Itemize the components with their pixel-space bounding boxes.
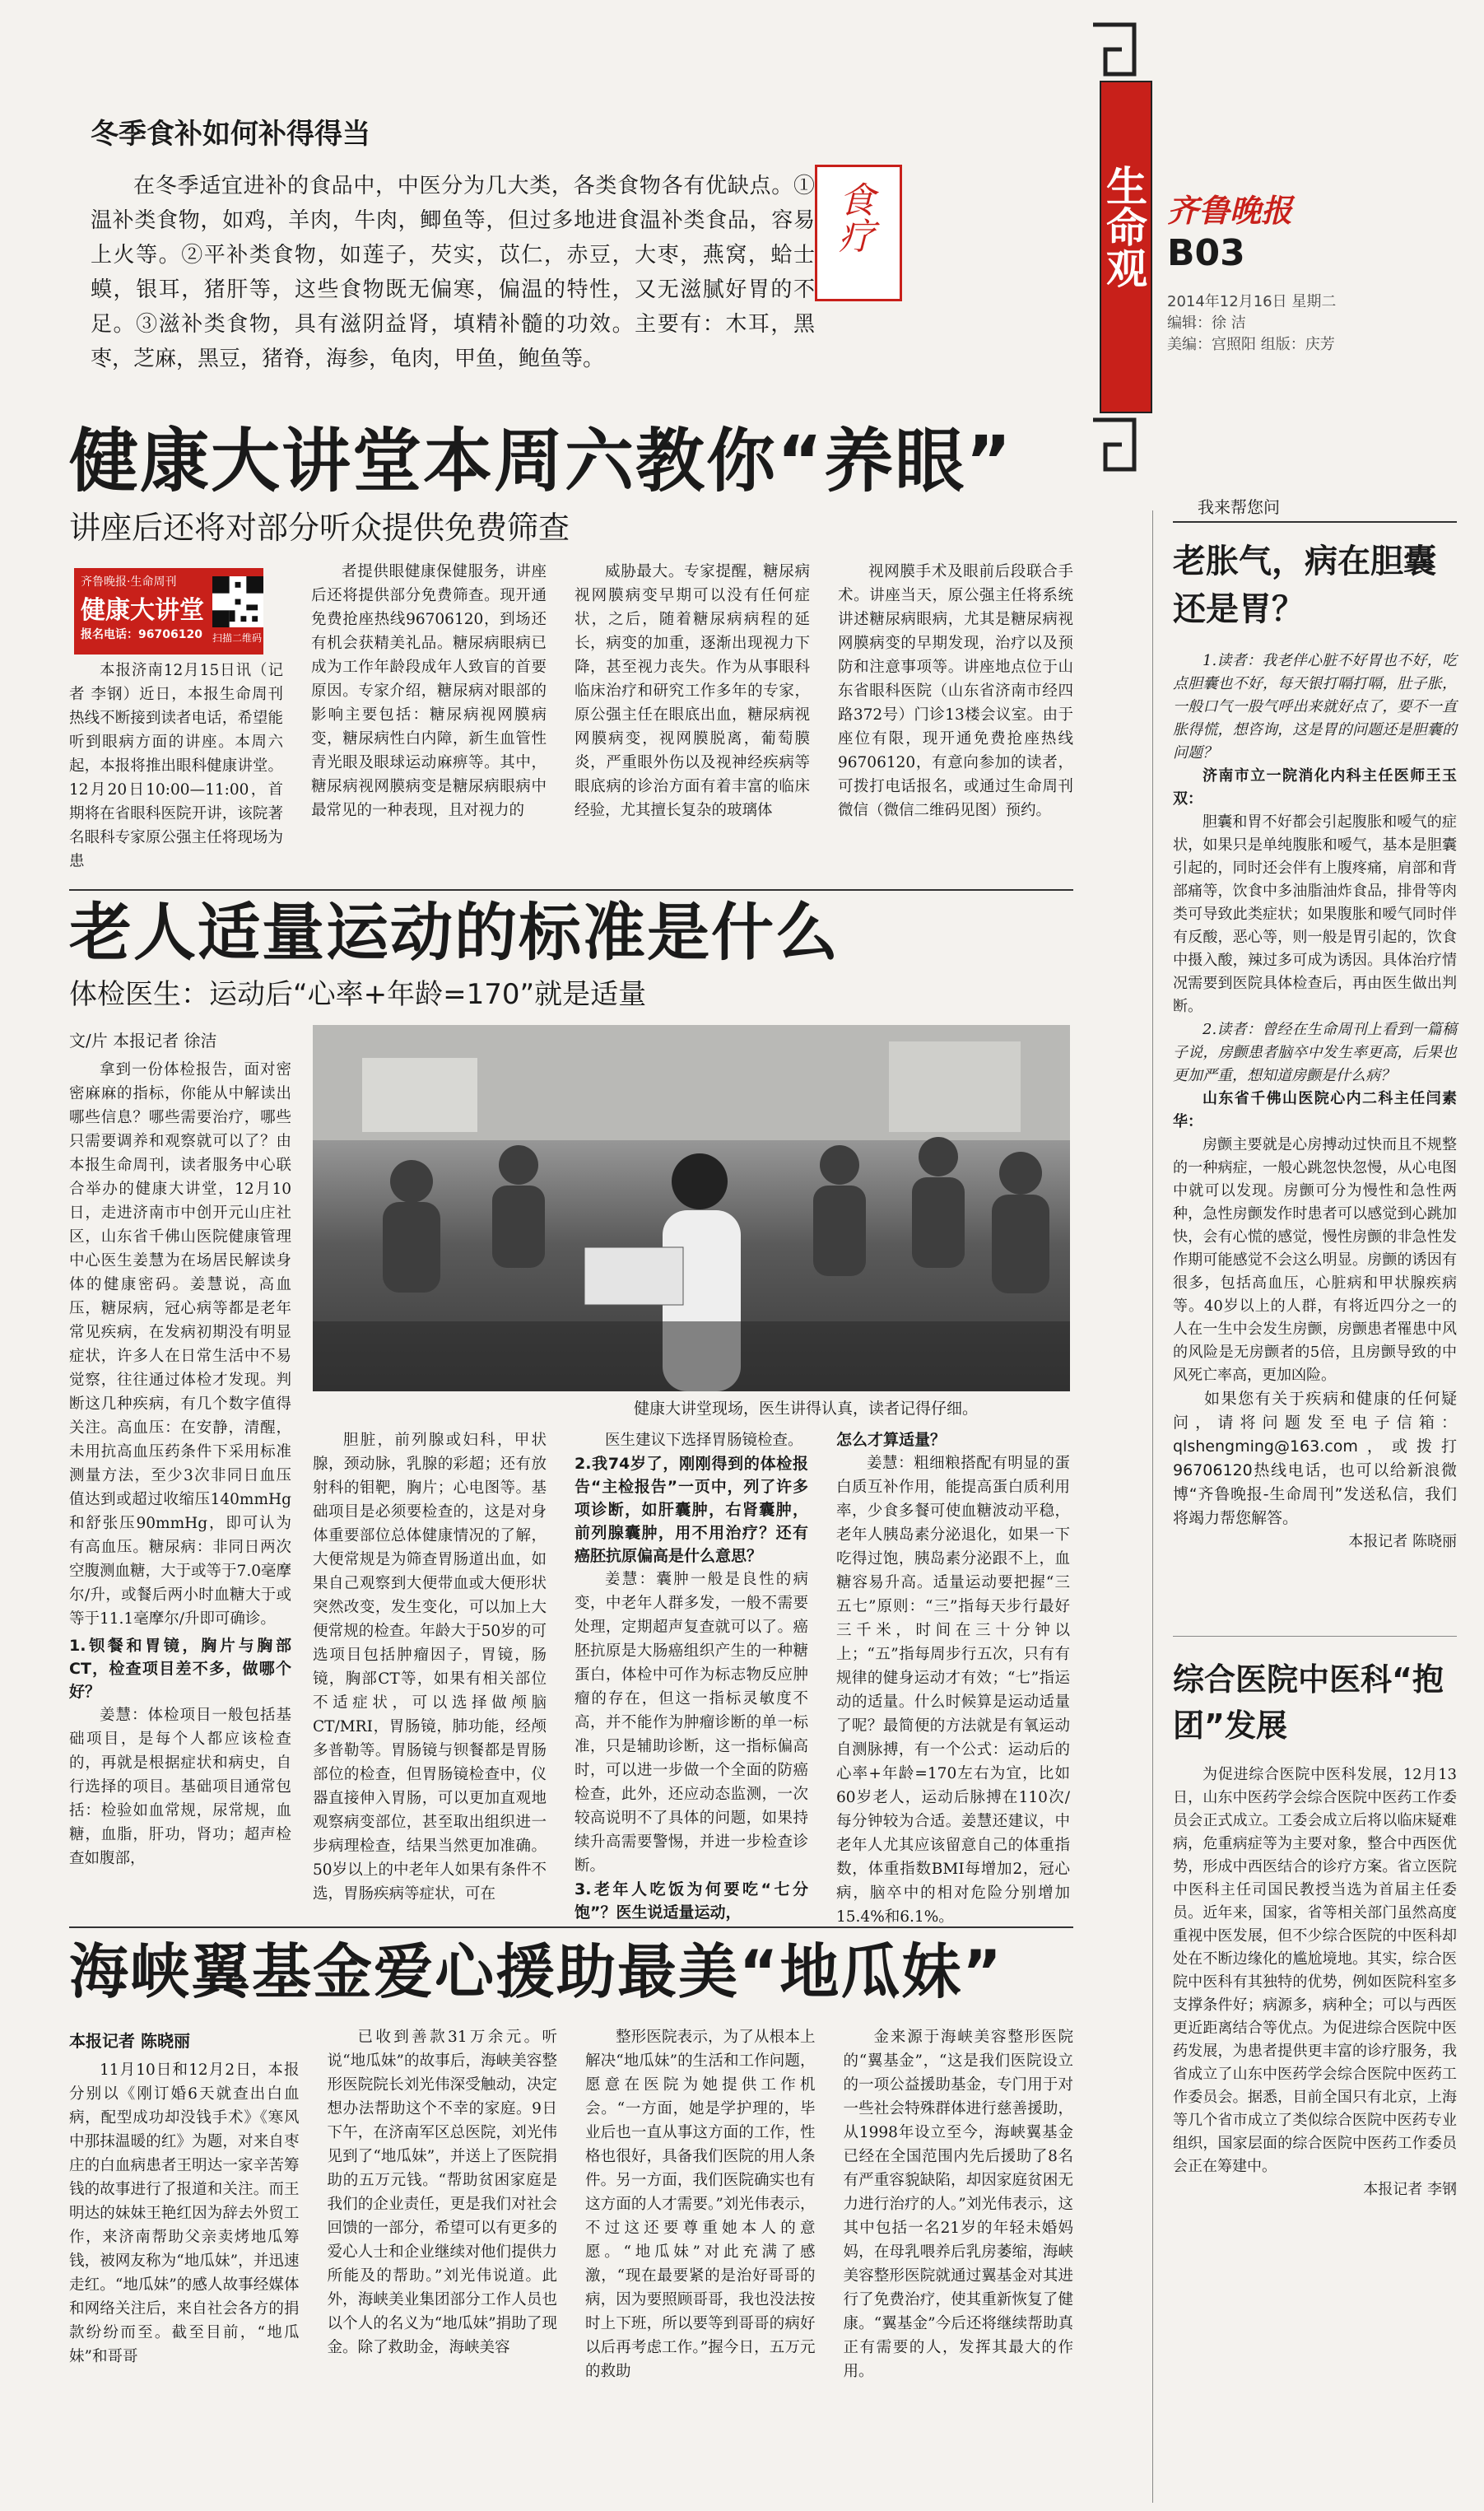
sidebar-a1-who: 济南市立一院消化内科主任医师王玉双： [1173, 767, 1457, 808]
editor-credit: 编辑：徐 洁 [1167, 314, 1246, 332]
article1-col2 [311, 560, 547, 881]
sidebar-question-title: 老胀气，病在胆囊还是胃？ [1173, 543, 1436, 628]
newspaper-name: 齐鲁晚报 [1167, 192, 1293, 229]
article1-title: 健康大讲堂本周六教你“养眼” [69, 421, 1013, 501]
logo-line1: 齐鲁晚报·生命周刊 [81, 575, 177, 589]
column-divider [1152, 510, 1153, 2503]
article2-col2 [313, 1428, 547, 1914]
article2-col3-text: 医生建议下选择胃肠镜检查。 [605, 1432, 803, 1449]
article2-q2: 2.我74岁了，刚刚得到的体检报告“主检报告”一页中，列了许多项诊断，如肝囊肿，右肾囊肿，前列腺囊肿，用不用治疗？还有癌胚抗原偏高是什么意思？ [575, 1455, 808, 1565]
article3-col4-text: 金来源于海峡美容整形医院的“翼基金”，“这是我们医院设立的一项公益援助基金，专门用于对一些社会特殊群体进行慈善援助，从1998年设立至今，海峡翼基金已经在全国范围内先后援助了8名有严重容貌缺陷，却因家庭贫困无力进行治疗的人。”刘光伟表示，这其中包括一名21岁的年轻未婚妈妈，在母乳喂养后乳房萎缩，海峡美容整形医院就通过翼基金对其进行了免费治疗，使其重新恢复了健康。“翼基金”今后还将继续帮助真正有需要的人，发挥其最大的作用。 [843, 2029, 1073, 2380]
sidebar-body [1173, 650, 1457, 1621]
article2-q3-cont: 怎么才算适量？ [836, 1431, 947, 1449]
page-number: B03 [1167, 232, 1245, 274]
article3-col3 [585, 2025, 816, 2495]
issue-date: 2014年12月16日 星期二 [1167, 293, 1337, 310]
sidebar-news-title: 综合医院中医科“抱团”发展 [1173, 1661, 1444, 1744]
article2-title: 老人适量运动的标准是什么 [69, 896, 840, 969]
sidebar-a2-who: 山东省千佛山医院心内二科主任闫素华： [1173, 1090, 1457, 1130]
article2-a2: 姜慧：囊肿一般是良性的病变，中老年人群多发，一般不需要处理，定期超声复查就可以了。癌胚抗原是大肠癌组织产生的一种糖蛋白，体检中可作为标志物反应肿瘤的存在，但这一指标灵敏度不高，并不能作为肿瘤诊断的单一标准，只是辅助诊断，这一指标偏高时，可以进一步做一个全面的防癌检查，此外，还应动态监测，一次较高说明不了具体的问题，如果持续升高需要警惕，并进一步检查诊断。 [575, 1571, 808, 1875]
sidebar-divider [1173, 1636, 1457, 1637]
photo-caption: 健康大讲堂现场，医生讲得认真，读者记得仔细。 [634, 1400, 979, 1418]
article1-col4-text: 视网膜手术及眼前后段联合手术。讲座当天，原公强主任将系统讲述糖尿病眼病，尤其是糖尿病视网膜病变的早期发现，治疗以及预防和注意事项等。讲座地点位于山东省眼科医院（山东省济南市经四路372号）门诊13楼会议室。由于座位有限，现开通免费抢座热线96706120，有意向参加的读者，可拨打电话报名，或通过生命周刊微信（微信二维码见图）预约。 [838, 563, 1073, 819]
section-title: 生命观 [1100, 165, 1147, 288]
logo-line2: 健康大讲堂 [81, 596, 204, 625]
designer-credit: 美编：宫照阳 组版：庆芳 [1167, 336, 1335, 353]
article2-a1: 姜慧：体检项目一般包括基础项目，是每个人都应该检查的，再就是根据症状和病史，自行选择的项目。基础项目通常包括：检验如血常规，尿常规，血糖，血脂，肝功，肾功；超声检查如腹部， [69, 1707, 291, 1867]
article1-col4 [838, 560, 1073, 881]
article3-col4 [844, 2025, 1074, 2495]
photo-illustration-icon [313, 1025, 1070, 1391]
sidebar-a2: 房颤主要就是心房搏动过快而且不规整的一种病症，一般心跳忽快忽慢，从心电图中就可以发现。房颤可分为慢性和急性两种，急性房颤发作时患者可以感觉到心跳加快，会有心慌的感觉，慢性房颤的非急性发作期可能感觉不会这么明显。房颤的诱因有很多，包括高血压，心脏病和甲状腺疾病等。40岁以上的人群，有将近四分之一的人在一生中会发生房颤，房颤患者罹患中风的风险是无房颤者的5倍，且房颤导致的中风死亡率高，更加凶险。 [1173, 1136, 1457, 1384]
article1-col1-text: 本报济南12月15日讯（记者 李钢）近日，本报生命周刊热线不断接到读者电话，希望能听到眼病方面的讲座。本周六起，本报将推出眼科健康讲堂。12月20日10:00—11:00，首期将在省眼科医院开讲，该院著名眼科专家原公强主任将现场为患 [69, 662, 283, 870]
sidebar [1173, 494, 1457, 2503]
article3-title: 海峡翼基金爱心援助最美“地瓜妹” [69, 1937, 1003, 2006]
article1-col3 [575, 560, 810, 881]
article2-col1-text: 拿到一份体检报告，面对密密麻麻的指标，你能从中解读出哪些信息？哪些需要治疗，哪些只需要调养和观察就可以了？由本报生命周刊，读者服务中心联合举办的健康大讲堂，12月10日，走进济南市中创开元山庄社区，山东省千佛山医院健康管理中心医生姜慧为在场居民解读身体的健康密码。姜慧说，高血压，糖尿病，冠心病等都是老年常见疾病，在发病初期没有明显症状，许多人在日常生活中不易觉察，往往通过体检才发现。判断这几种疾病，有几个数字值得关注。高血压：在安静，清醒，未用抗高血压药条件下采用标准测量方法，至少3次非同日血压值达到或超过收缩压140mmHg和舒张压90mmHg，即可认为有高血压。糖尿病：非同日两次空腹测血糖，大于或等于7.0毫摩尔/升，或餐后两小时血糖大于或等于11.1毫摩尔/升即可确诊。 [69, 1061, 291, 1628]
sidebar-q2: 2.读者：曾经在生命周刊上看到一篇稿子说，房颤患者脑卒中发生率更高，后果也更加严重，想知道房颤是什么病？ [1173, 1021, 1457, 1084]
sidebar-contact: 如果您有关于疾病和健康的任何疑问，请将问题发至电子信箱：qlshengming@163.com，或拨打96706120热线电话，也可以给新浪微博“齐鲁晚报-生命周刊”发送私信，我们将竭力帮您解答。 [1173, 1390, 1457, 1527]
sidebar-news [1173, 1763, 1457, 2504]
food-column-body: 在冬季适宜进补的食品中，中医分为几大类，各类食物各有优缺点。①温补类食物，如鸡，羊肉，牛肉，鲫鱼等，但过多地进食温补类食品，容易上火等。②平补类食物，如莲子，芡实，苡仁，赤豆，大枣，燕窝，蛤士蟆，银耳，猪肝等，这些食物既无偏寒，偏温的特性，又无滋腻好胃的不足。③滋补类食物，具有滋阴益肾，填精补髓的功效。主要有：木耳，黑枣，芝麻，黑豆，猪脊，海参，龟肉，甲鱼，鲍鱼等。 [91, 174, 815, 371]
sidebar-news-reporter: 本报记者 李钢 [1363, 2181, 1457, 2198]
article3-byline: 本报记者 陈晓丽 [69, 2031, 190, 2051]
qr-caption: 扫描二维码 [212, 632, 263, 644]
article2-byline: 文/片 本报记者 徐洁 [69, 1031, 217, 1051]
divider-2 [69, 1926, 1073, 1928]
sidebar-q1: 1.读者：我老伴心脏不好胃也不好，吃点胆囊也不好，每天银打嗝打嗝，肚子胀，一般口气一股气呼出来就好点了，要不一直胀得慌，想咨询，这是胃的问题还是胆囊的问题？ [1173, 652, 1457, 762]
article3-col3-text: 整形医院表示，为了从根本上解决“地瓜妹”的生活和工作问题，愿意在医院为她提供工作机会。“一方面，她是学护理的，毕业后也一直从事这方面的工作，性格也很好，具备我们医院的用人条件。另一方面，我们医院确实也有这方面的人才需要。”刘光伟表示，不过这还要尊重她本人的意愿。“地瓜妹”对此充满了感激，“现在最要紧的是治好哥哥的病，因为要照顾哥哥，我也没法按时上下班，所以要等到哥哥的病好以后再考虑工作。”握今日，五万元的救助 [585, 2029, 816, 2380]
divider-1 [69, 889, 1073, 891]
logo-line3: 报名电话：96706120 [81, 628, 202, 641]
article2-col4-text: 姜慧：粗细粮搭配有明显的蛋白质互补作用，能提高蛋白质利用率，少食多餐可使血糖波动平稳，老年人胰岛素分泌退化，如果一下吃得过饱，胰岛素分泌跟不上，血糖容易升高。适量运动要把握“三五七”原则：“三”指每天步行最好三千米，时间在三十分钟以上；“五”指每周步行五次，只有有规律的健身运动才有效；“七”指运动的适量。什么时候算是运动适量了呢？最简便的方法就是有氧运动自测脉搏，有一个公式：运动后的心率+年龄=170左右为宜，比如60岁老人，运动后脉搏在110次/每分钟较为合适。姜慧还建议，中老年人尤其应该留意自己的体重指数，体重指数BMI每增加2，冠心病，脑卒中的相对危险分别增加15.4%和6.1%。 [836, 1455, 1070, 1926]
food-label: 食疗 [832, 181, 874, 254]
article3-col1-text: 11月10日和12月2日，本报分别以《刚订婚6天就查出白血病，配型成功却没钱手术》《寒风中那抹温暖的红》为题，对来自枣庄的白血病患者王明达一家辛苦筹钱的故事进行了报道和关注。而王明达的妹妹王艳红因为辞去外贸工作，来济南帮助父亲卖烤地瓜筹钱，被网友称为“地瓜妹”，并迅速走红。“地瓜妹”的感人故事经媒体和网络关注后，来自社会各方的捐款纷纷而至。截至目前，“地瓜妹”和哥哥 [69, 2061, 300, 2365]
sidebar-tag: 我来帮您问 [1173, 494, 1457, 523]
article2-q1: 1.钡餐和胃镜，胸片与胸部CT，检查项目差不多，做哪个好？ [69, 1637, 291, 1701]
qr-code [212, 576, 263, 627]
sidebar-a1: 胆囊和胃不好都会引起腹胀和嗳气的症状，如果只是单纯腹胀和嗳气，基本是胆囊引起的，同时还会伴有上腹疼痛，肩部和背部痛等，饮食中多油脂油炸食品，排骨等肉类可导致此类症状；如果腹胀和嗳气同时伴有反酸，恶心等，则一般是胃引起的，饮食中摄入酸，辣过多可成为诱因。具体治疗情况需要到医院具体检查后，再由医生做出判断。 [1173, 813, 1457, 1015]
lecture-photo [313, 1025, 1070, 1391]
article3-col2-text: 已收到善款31万余元。听说“地瓜妹”的故事后，海峡美容整形医院院长刘光伟深受触动，决定想办法帮助这个不幸的家庭。9日下午，在济南军区总医院，刘光伟见到了“地瓜妹”，并送上了医院捐助的五万元钱。“帮助贫困家庭是我们的企业责任，更是我们对社会回馈的一部分，希望可以有更多的爱心人士和企业继续对他们提供力所能及的帮助。”刘光伟说道。此外，海峡美业集团部分工作人员也以个人的名义为“地瓜妹”捐助了现金。除了救助金，海峡美容 [327, 2029, 557, 2356]
article1-subtitle: 讲座后还将对部分听众提供免费筛查 [69, 510, 570, 546]
masthead [1085, 0, 1484, 494]
sidebar-news-body: 为促进综合医院中医科发展，12月13日，山东中医药学会综合医院中医药工作委员会正式成立。工委会成立后将以临床疑难病，危重病症等为主要对象，整合中西医优势，形成中西医结合的诊疗方案。省立医院中医科主任司国民教授当选为首届主任委员。近年来，国家，省等相关部门虽然高度重视中医发展，但不少综合医院的中医科却处在不断边缘化的尴尬境地。其实，综合医院中医科有其独特的优势，例如医院科室多支撑条件好；病源多，病种全；可以与西医更近距离结合等优点。为促进综合医院中医药发展，为患者提供更丰富的诊疗服务，我省成立了山东中医药学会综合医院中医药工作委员会。据悉，目前全国只有北京，上海等几个省市成立了类似综合医院中医药专业组织，国家层面的综合医院中医药工作委员会正在筹建中。 [1173, 1766, 1457, 2175]
article3-col2 [328, 2025, 558, 2495]
article1-col1 [69, 659, 283, 881]
qr-code-icon [212, 576, 263, 627]
article3-col1 [69, 2058, 300, 2495]
article2-q3: 3.老年人吃饭为何要吃“七分饱”？医生说适量运动， [575, 1880, 808, 1922]
article2-col4 [836, 1428, 1070, 1926]
food-column-title: 冬季食补如何补得得当 [91, 118, 370, 151]
article2-col3 [575, 1428, 808, 1922]
article2-lower-cols [313, 1428, 1070, 1926]
article2-col1 [69, 1058, 291, 1914]
article2-col2-text: 胆脏，前列腺或妇科，甲状腺，颈动脉，乳腺的彩超；还有放射科的钼靶，胸片；心电图等。基础项目是必须要检查的，这是对身体重要部位总体健康情况的了解，大便常规是为筛查胃肠道出血，如果自己观察到大便带血或大便形状突然改变，发生变化，可以加上大便常规的检查。年龄大于50岁的可选项目包括肿瘤因子，胃镜，肠镜，胸部CT等，如果有相关部位不适症状，可以选择做颅脑CT/MRI，胃肠镜，肺功能，经颅多普勒等。胃肠镜与钡餐都是胃肠部位的检查，但胃肠镜检查中，仪器直接伸入胃肠，可以更加直观地观察病变部位，甚至取出组织进一步病理检查，结果当然更加准确。50岁以上的中老年人如果有条件不选，胃肠疾病等症状，可在 [313, 1432, 547, 1903]
article1-col2-text: 者提供眼健康保健服务，讲座后还将提供部分免费筛查。现开通免费抢座热线96706120，到场还有机会获精美礼品。糖尿病眼病已成为工作年龄段成年人致盲的首要原因。专家介绍，糖尿病对眼部的影响主要包括：糖尿病视网膜病变，糖尿病性白内障，新生血管性青光眼及眼球运动麻痹等。其中，糖尿病视网膜病变是糖尿病眼病中最常见的一种表现，且对视力的 [311, 563, 547, 819]
article1-col3-text: 威胁最大。专家提醒，糖尿病视网膜病变早期可以没有任何症状，之后，随着糖尿病病程的延长，病变的加重，逐渐出现视力下降，甚至视力丧失。作为从事眼科临床治疗和研究工作多年的专家，原公强主任在眼底出血，糖尿病视网膜病变，视网膜脱离，葡萄膜炎，严重眼外伤以及视神经疾病等眼底病的诊治方面有着丰富的临床经验，尤其擅长复杂的玻璃体 [575, 563, 810, 819]
article2-subtitle: 体检医生：运动后“心率+年龄=170”就是适量 [69, 978, 647, 1011]
sidebar-reporter: 本报记者 陈晓丽 [1348, 1533, 1457, 1550]
